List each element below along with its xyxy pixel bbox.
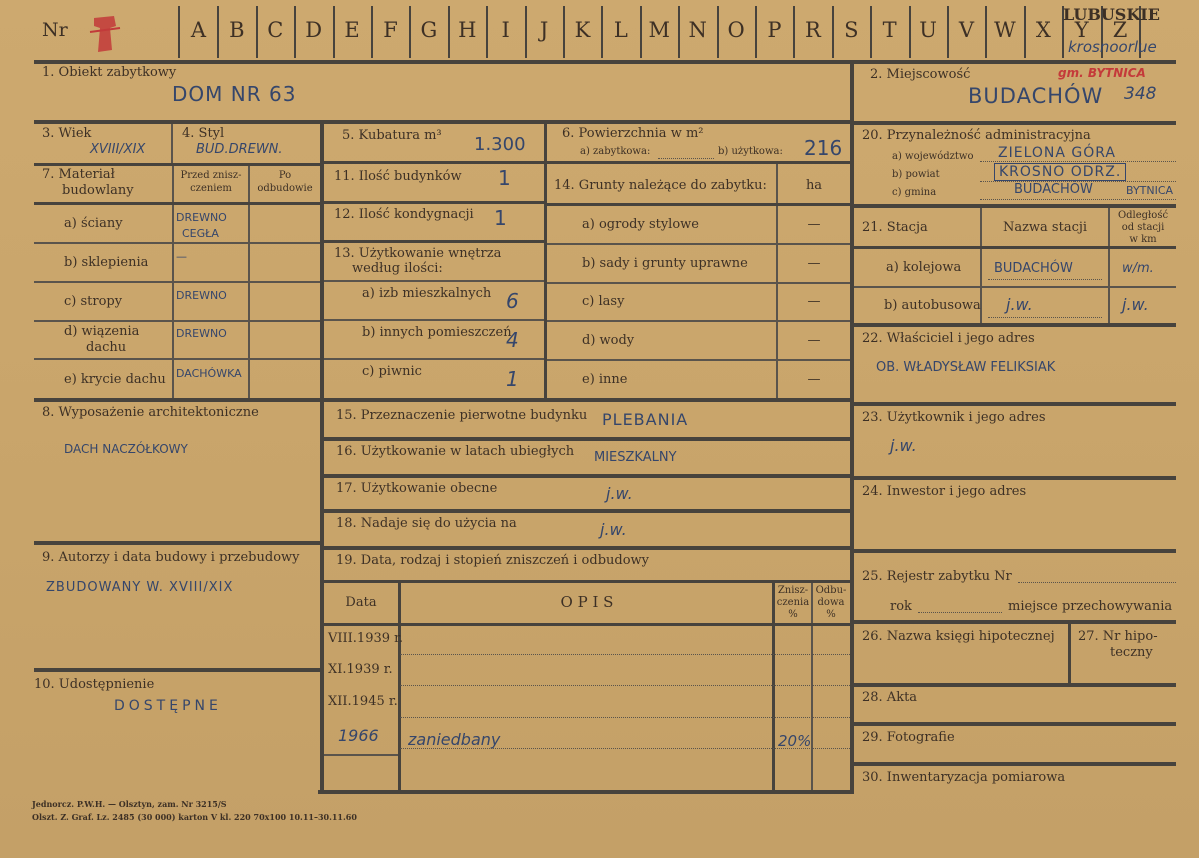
field-13-label-b: według ilości: (352, 261, 443, 276)
field-19-row-date: XI.1939 r. (328, 662, 393, 677)
field-15-label: 15. Przeznaczenie pierwotne budynku (336, 408, 588, 423)
field-19-col-odbu-b: dowa (817, 597, 845, 608)
field-20-gmina-label: c) gmina (892, 187, 937, 198)
field-15-value: PLEBANIA (602, 410, 689, 429)
rule (324, 201, 544, 204)
field-3-label: 3. Wiek (42, 126, 92, 141)
rule (854, 762, 1176, 766)
letter-tab-m: M (648, 18, 671, 42)
dotted-line (400, 748, 850, 749)
field-13-row-label: b) innych pomieszczeń (362, 325, 512, 340)
dotted-line (980, 199, 1176, 200)
field-4-label: 4. Styl (182, 126, 225, 141)
rule (171, 124, 173, 164)
field-19-col-znisz: Znisz- (777, 585, 809, 596)
dotted-line (400, 717, 850, 718)
red-stamp-mark (88, 10, 122, 54)
letter-tab-f: F (383, 18, 398, 42)
field-27-label: 27. Nr hipo- (1078, 629, 1158, 644)
field-14-row-label: a) ogrody stylowe (582, 217, 699, 232)
rule (854, 722, 1176, 726)
rule (398, 583, 401, 794)
letter-tab-x: X (1035, 18, 1051, 42)
field-14-row-label: c) lasy (582, 294, 625, 309)
field-8-value: DACH NACZÓŁKOWY (64, 442, 188, 456)
letter-tab-s: S (844, 18, 859, 42)
rule (34, 358, 320, 360)
field-21-row-label: a) kolejowa (886, 260, 962, 275)
field-5-label: 5. Kubatura m³ (342, 128, 442, 143)
field-13-row-label: a) izb mieszkalnych (362, 286, 492, 301)
field-20-gmina-value: BUDACHÓW (1014, 182, 1093, 197)
dotted-line (400, 654, 850, 655)
rule (324, 319, 544, 321)
field-7-col-before-b: czeniem (190, 183, 232, 194)
field-21-row-label: b) autobusowa (884, 298, 981, 313)
field-11-value: 1 (498, 166, 511, 190)
field-7-row-before-2: CEGŁA (182, 227, 219, 240)
field-23-value: j.w. (890, 436, 917, 455)
field-2-label: 2. Miejscowość (870, 67, 971, 82)
field-19-row-date: 1966 (338, 726, 379, 745)
field-6-sub-b: b) użytkowa: (718, 146, 783, 157)
rule (544, 124, 547, 166)
field-2-red-note: gm. BYTNICA (1058, 66, 1146, 80)
rule (324, 474, 850, 478)
rule (854, 204, 1176, 208)
field-24-label: 24. Inwestor i jego adres (862, 484, 1027, 499)
field-7-label-b: budowlany (62, 183, 134, 198)
rule (34, 320, 320, 322)
field-21-row-name: BUDACHÓW (994, 261, 1073, 276)
field-13-row-value: 6 (506, 289, 519, 313)
rule (547, 203, 850, 206)
rule (34, 120, 850, 124)
field-16-value: MIESZKALNY (594, 450, 677, 465)
letter-tab-a: A (190, 18, 207, 42)
field-21-col-dist-b: od stacji (1121, 222, 1165, 233)
letter-tab-z: Z (1112, 18, 1128, 42)
letter-tab-j: J (539, 18, 549, 42)
field-4-value: BUD.DREWN. (196, 142, 283, 157)
field-19-col-odbu: Odbu- (815, 585, 847, 596)
field-6-value: 216 (804, 136, 843, 160)
field-7-col-after: Po (278, 170, 292, 181)
field-14-row-value: — (807, 294, 821, 309)
field-8-label: 8. Wyposażenie architektoniczne (42, 405, 259, 420)
field-7-row-label: b) sklepienia (64, 255, 149, 270)
field-14-label: 14. Grunty należące do zabytku: (554, 178, 767, 193)
field-7-row-label: a) ściany (64, 216, 123, 231)
field-19-row-date: XII.1945 r. (328, 694, 398, 709)
field-7-row-label-b: dachu (86, 340, 127, 355)
field-19-col-date: Data (345, 595, 377, 610)
dotted-line (988, 279, 1102, 280)
rule (854, 323, 1176, 327)
dotted-line (980, 161, 1176, 162)
letter-tab-d: D (305, 18, 323, 42)
rule (324, 161, 850, 164)
field-3-value: XVIII/XIX (90, 142, 146, 157)
field-7-row-before: DREWNO (176, 289, 227, 302)
field-13-row-value: 1 (506, 367, 519, 391)
rule (324, 358, 544, 360)
field-18-value: j.w. (600, 520, 627, 539)
region-label: LUBUSKIE (1063, 5, 1160, 24)
rule (34, 541, 320, 545)
field-7-row-before: DREWNO (176, 327, 227, 340)
rule (34, 60, 1176, 64)
field-21-row-dist: j.w. (1122, 295, 1149, 314)
rule (1068, 624, 1071, 686)
field-20-woj-value: ZIELONA GÓRA (998, 145, 1116, 161)
field-25-label: 25. Rejestr zabytku Nr (862, 569, 1012, 584)
field-21-label: 21. Stacja (862, 220, 928, 235)
letter-tab-c: C (267, 18, 284, 42)
field-5-value: 1.300 (474, 134, 526, 155)
rule (547, 282, 850, 284)
field-13-label: 13. Użytkowanie wnętrza (334, 246, 502, 261)
field-25-rok: rok (890, 599, 912, 614)
rule (811, 583, 813, 794)
field-6-label: 6. Powierzchnia w m² (562, 126, 704, 141)
field-17-label: 17. Użytkowanie obecne (336, 481, 498, 496)
field-21-row-dist: w/m. (1122, 261, 1154, 276)
field-1-label: 1. Obiekt zabytkowy (42, 65, 177, 80)
field-19-row-znisz: 20% (778, 732, 812, 750)
field-21-col-dist-c: w km (1129, 234, 1157, 245)
field-16-label: 16. Użytkowanie w latach ubiegłych (336, 444, 575, 459)
rule (324, 280, 544, 282)
letter-tab-y: Y (1074, 18, 1089, 42)
field-22-label: 22. Właściciel i jego adres (862, 331, 1035, 346)
field-25-miejsce: miejsce przechowywania (1008, 599, 1173, 614)
rule (324, 240, 544, 243)
rule (318, 790, 854, 794)
field-10-value: DOSTĘPNE (114, 698, 222, 714)
field-2-value: BUDACHÓW (968, 84, 1104, 108)
letter-tab-g: G (420, 18, 438, 42)
rule (547, 243, 850, 245)
field-14-row-value: — (807, 217, 821, 232)
letter-tab-k: K (574, 18, 591, 42)
field-7-row-before: DACHÓWKA (176, 367, 242, 380)
field-19-row-opis: zaniedbany (408, 730, 501, 749)
rule (34, 668, 320, 672)
field-14-row-label: e) inne (582, 372, 628, 387)
field-22-value: OB. WŁADYSŁAW FELIKSIAK (876, 360, 1056, 375)
rule (34, 202, 320, 205)
field-14-row-label: b) sady i grunty uprawne (582, 256, 748, 271)
letter-tab-u: U (919, 18, 937, 42)
field-12-label: 12. Ilość kondygnacji (334, 207, 474, 222)
rule (854, 549, 1176, 553)
field-19-col-znisz-b: czenia (776, 597, 810, 608)
letter-tab-l: L (613, 18, 628, 42)
field-14-row-label: d) wody (582, 333, 635, 348)
rule (854, 121, 1176, 125)
rule (547, 320, 850, 322)
letter-tab-i: I (501, 18, 510, 42)
rule (34, 163, 320, 166)
rule (854, 286, 1176, 288)
rule (320, 123, 324, 794)
dotted-line (1018, 582, 1176, 583)
rule (34, 242, 320, 244)
field-10-label: 10. Udostępnienie (34, 677, 155, 692)
field-2-note: 348 (1124, 84, 1157, 104)
letter-tab-r: R (804, 18, 821, 42)
field-7-label: 7. Materiał (42, 167, 115, 182)
field-17-value: j.w. (606, 484, 633, 503)
field-7-col-before: Przed znisz- (180, 170, 242, 181)
field-19-col-odbu-c: % (826, 609, 836, 620)
field-14-row-value: — (807, 333, 821, 348)
field-13-row-value: 4 (506, 328, 519, 352)
field-19-col-znisz-c: % (788, 609, 798, 620)
field-12-value: 1 (494, 206, 507, 230)
rule (854, 246, 1176, 249)
rule (772, 583, 775, 794)
field-23-label: 23. Użytkownik i jego adres (862, 410, 1046, 425)
rule (854, 683, 1176, 687)
field-9-label: 9. Autorzy i data budowy i przebudowy (42, 550, 300, 565)
rule (34, 281, 320, 283)
rule (854, 476, 1176, 480)
rule (854, 402, 1176, 406)
letter-tab-e: E (344, 18, 360, 42)
field-9-value: ZBUDOWANY W. XVIII/XIX (46, 580, 234, 595)
field-14-unit: ha (805, 178, 823, 193)
field-29-label: 29. Fotografie (862, 730, 955, 745)
letter-tab-b: B (229, 18, 245, 42)
field-21-row-name: j.w. (1006, 295, 1033, 314)
field-26-label: 26. Nazwa księgi hipotecznej (862, 629, 1055, 644)
rule (324, 437, 850, 441)
field-30-label: 30. Inwentaryzacja pomiarowa (862, 770, 1066, 785)
region-note: krosnoorlue (1068, 38, 1157, 56)
letter-tab-w: W (994, 18, 1016, 42)
letter-tab-p: P (767, 18, 782, 42)
rule (324, 754, 398, 756)
rule (854, 620, 1176, 624)
rule (324, 546, 850, 550)
letter-tab-n: N (688, 18, 707, 42)
field-14-row-value: — (807, 256, 821, 271)
field-18-label: 18. Nadaje się do użycia na (336, 516, 517, 531)
letter-tab-h: H (458, 18, 477, 42)
rule (547, 359, 850, 361)
field-7-row-label: e) krycie dachu (64, 372, 166, 387)
rule (544, 164, 547, 398)
field-19-col-opis: O P I S (560, 593, 614, 611)
field-20-gmina-note: BYTNICA (1126, 184, 1174, 197)
rule (324, 398, 850, 402)
field-13-row-label: c) piwnic (362, 364, 422, 379)
dotted-line (918, 612, 1002, 613)
field-7-row-label: c) stropy (64, 294, 123, 309)
field-7-row-before: DREWNO (176, 211, 227, 224)
field-27-label-b: teczny (1110, 645, 1153, 660)
letter-tab-v: V (958, 18, 975, 42)
field-7-col-after-b: odbudowie (257, 183, 313, 194)
dotted-line (658, 158, 714, 159)
rule (776, 164, 778, 398)
footer-line-2: Olszt. Z. Graf. Lz. 2485 (30 000) karton V kl. 220 70x100 10.11–30.11.60 (32, 812, 357, 822)
field-20-pow-label: b) powiat (892, 169, 940, 180)
field-7-row-label: d) wiązenia (64, 324, 140, 339)
field-20-label: 20. Przynależność administracyjna (862, 128, 1091, 143)
rule (324, 509, 850, 513)
rule (34, 398, 320, 402)
field-21-col-dist: Odległość (1117, 210, 1169, 221)
letter-tab-o: O (727, 18, 745, 42)
field-6-sub-a: a) zabytkowa: (580, 146, 651, 157)
rule (1108, 208, 1110, 324)
field-28-label: 28. Akta (862, 690, 918, 705)
field-1-value: DOM NR 63 (172, 82, 297, 106)
dotted-line (988, 317, 1102, 318)
field-19-row-date: VIII.1939 r. (328, 631, 404, 646)
field-19-label: 19. Data, rodzaj i stopień zniszczeń i odbudowy (336, 553, 650, 568)
footer-line-1: Jednorcz. P.W.H. — Olsztyn, zam. Nr 3215/S (32, 799, 227, 809)
field-14-row-value: — (807, 372, 821, 387)
letter-tab-t: T (882, 18, 897, 42)
field-20-woj-label: a) województwo (892, 151, 974, 162)
rule (324, 623, 850, 626)
field-7-row-before: — (176, 250, 187, 263)
nr-label: Nr (42, 19, 68, 41)
field-11-label: 11. Ilość budynków (334, 169, 462, 184)
field-21-col-name: Nazwa stacji (1002, 220, 1088, 235)
field-20-pow-value: KROSNO ODRZ. (994, 163, 1126, 181)
dotted-line (400, 685, 850, 686)
